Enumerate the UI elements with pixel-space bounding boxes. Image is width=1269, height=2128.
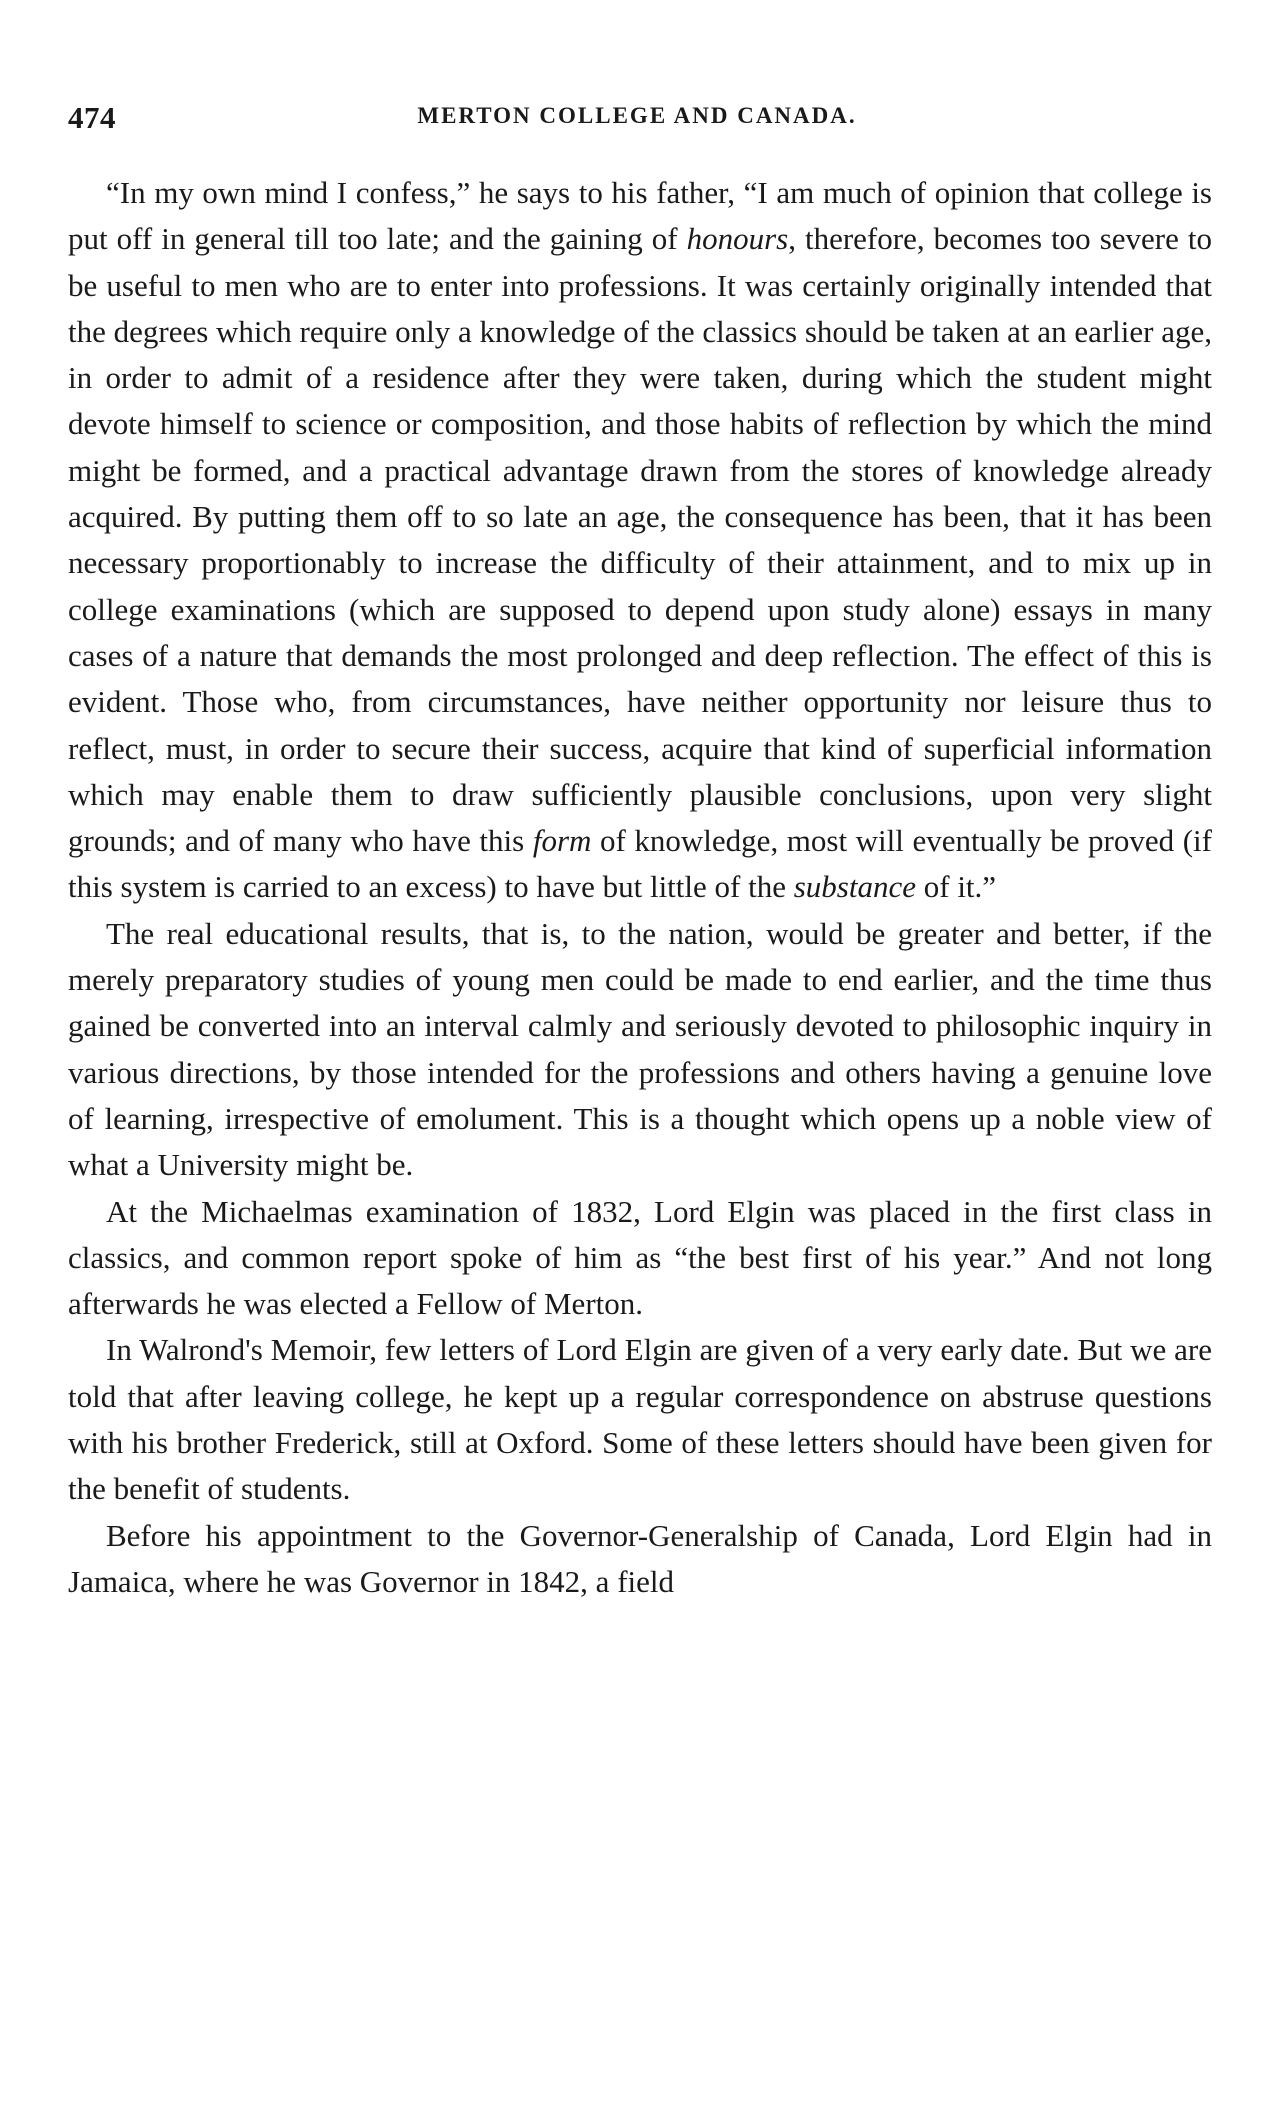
- paragraph-governor-generalship: [68, 1513, 1212, 1606]
- text-segment: , therefore, becomes too severe to be useful to men who are to enter into professions. It was certainly originally intended that the degrees which require only a knowledge of the classics should be taken at an earlier age, in order to admit of a residence after they were taken, during which the student might devote himself to science or composition, and those habits of reflection by which the mind might be formed, and a practical advantage drawn from the stores of knowledge already acquired. By putting them off to so late an age, the consequence has been, that it has been necessary proportionably to increase the difficulty of their attainment, and to mix up in college examinations (which are supposed to depend upon study alone) essays in many cases of a nature that demands the most prolonged and deep reflection. The effect of this is evident. Those who, from circumstances, have neither opportunity nor leisure thus to reflect, must, in order to secure their success, acquire that kind of superficial information which may enable them to draw sufficiently plausible conclusions, upon very slight grounds; and of many who have this: [68, 221, 1212, 859]
- page-number: 474: [68, 100, 116, 135]
- paragraph-educational-results: [68, 911, 1212, 1189]
- paragraph-quote: [68, 170, 1212, 911]
- body-text: [68, 170, 1212, 1605]
- paragraph-walrond-memoir: [68, 1327, 1212, 1512]
- italic-word-form: form: [532, 823, 592, 859]
- text-segment: of knowledge, most will eventually be proved (if this system is carried to an excess) to have but little of the: [68, 823, 1212, 905]
- running-title: MERTON COLLEGE AND CANADA.: [417, 103, 857, 128]
- text-segment: The real educational results, that is, to the nation, would be greater and better, if the merely preparatory studies of young men could be made to end earlier, and the time thus gained be converted into an interval calmly and seriously devoted to philosophic inquiry in various directions, by those intended for the professions and others having a genuine love of learning, irrespective of emolument. This is a thought which opens up a noble view of what a University might be.: [68, 915, 1212, 1183]
- text-segment: of it.”: [916, 869, 997, 905]
- text-segment: Before his appointment to the Governor-Generalship of Canada, Lord Elgin had in Jamaica, where he was Governor in 1842, a field: [68, 1517, 1212, 1599]
- italic-word-substance: substance: [793, 869, 916, 905]
- text-segment: In Walrond's Memoir, few letters of Lord Elgin are given of a very early date. But we are told that after leaving college, he kept up a regular correspondence on abstruse questions with his brother Frederick, still at Oxford. Some of these letters should have been given for the benefit of students.: [68, 1332, 1212, 1507]
- italic-word-honours: honours: [686, 221, 789, 257]
- page-header: [68, 100, 1206, 140]
- paragraph-michaelmas: [68, 1189, 1212, 1328]
- text-segment: At the Michaelmas examination of 1832, Lord Elgin was placed in the first class in classics, and common report spoke of him as “the best first of his year.” And not long afterwards he was elected a Fellow of Merton.: [68, 1193, 1212, 1322]
- text-segment: “In my own mind I confess,” he says to his father, “I am much of opinion that college is put off in general till too late; and the gaining of: [68, 175, 1212, 257]
